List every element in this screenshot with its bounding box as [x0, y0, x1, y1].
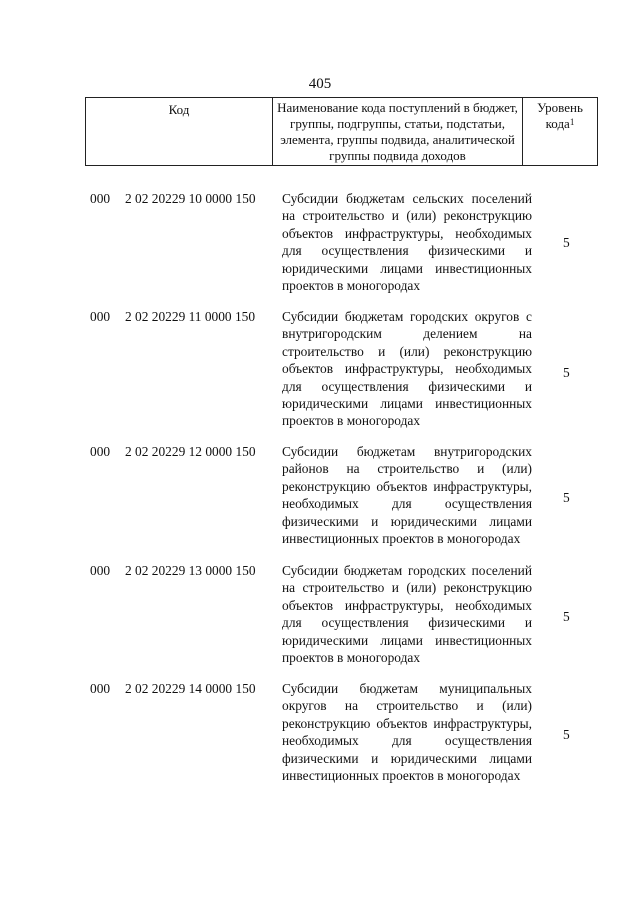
header-level-cell: [523, 98, 598, 166]
income-description: Субсидии бюджетам внутригородских районов на строительство и (или) реконструкцию объектов инфраструктуры, необходимых для осуществления физическими и юридическими лицами инвестиционных проектов в моногородах: [282, 444, 532, 547]
admin-code: 000: [90, 563, 111, 578]
header-level-label: Уровень кода: [537, 100, 583, 131]
income-description: Субсидии бюджетам городских округов с внутригородским делением на строительство и (или) реконструкцию объектов инфраструктуры, необходимых для осуществления физическими и юридическими лицами инвестиционных проектов в моногородах: [282, 309, 532, 429]
table-header: [85, 97, 598, 166]
admin-code: 000: [90, 191, 111, 206]
page-number: 405: [308, 76, 332, 92]
admin-code: 000: [90, 309, 111, 324]
footnote-marker: 1: [569, 117, 575, 127]
income-code: 2 02 20229 10 0000 150: [125, 191, 256, 206]
income-description: Субсидии бюджетам сельских поселений на строительство и (или) реконструкцию объектов инфраструктуры, необходимых для осуществления физическими и юридическими лицами инвестиционных проектов в моногородах: [282, 191, 532, 294]
code-level: 5: [563, 365, 570, 380]
income-description: Субсидии бюджетам муниципальных округов на строительство и (или) реконструкцию объектов инфраструктуры, необходимых для осуществления физическими и юридическими лицами инвестиционных проектов в моногородах: [282, 681, 532, 784]
header-name-cell: [273, 98, 523, 166]
header-name-label: Наименование кода поступлений в бюджет, группы, подгруппы, статьи, подстатьи, элемента, группы подвида, аналитической группы подвида доходов: [277, 100, 518, 163]
income-code: 2 02 20229 11 0000 150: [125, 309, 256, 324]
code-level: 5: [563, 727, 570, 742]
code-level: 5: [563, 490, 570, 505]
code-level: 5: [563, 609, 570, 624]
admin-code: 000: [90, 681, 111, 696]
header-code-cell: [86, 98, 273, 166]
income-description: Субсидии бюджетам городских поселений на строительство и (или) реконструкцию объектов инфраструктуры, необходимых для осуществления физическими и юридическими лицами инвестиционных проектов в моногородах: [282, 563, 532, 666]
code-level: 5: [563, 235, 570, 250]
admin-code: 000: [90, 444, 111, 459]
income-code: 2 02 20229 13 0000 150: [125, 563, 256, 578]
income-code: 2 02 20229 14 0000 150: [125, 681, 256, 696]
header-code-label: Код: [168, 102, 190, 117]
income-code: 2 02 20229 12 0000 150: [125, 444, 256, 459]
